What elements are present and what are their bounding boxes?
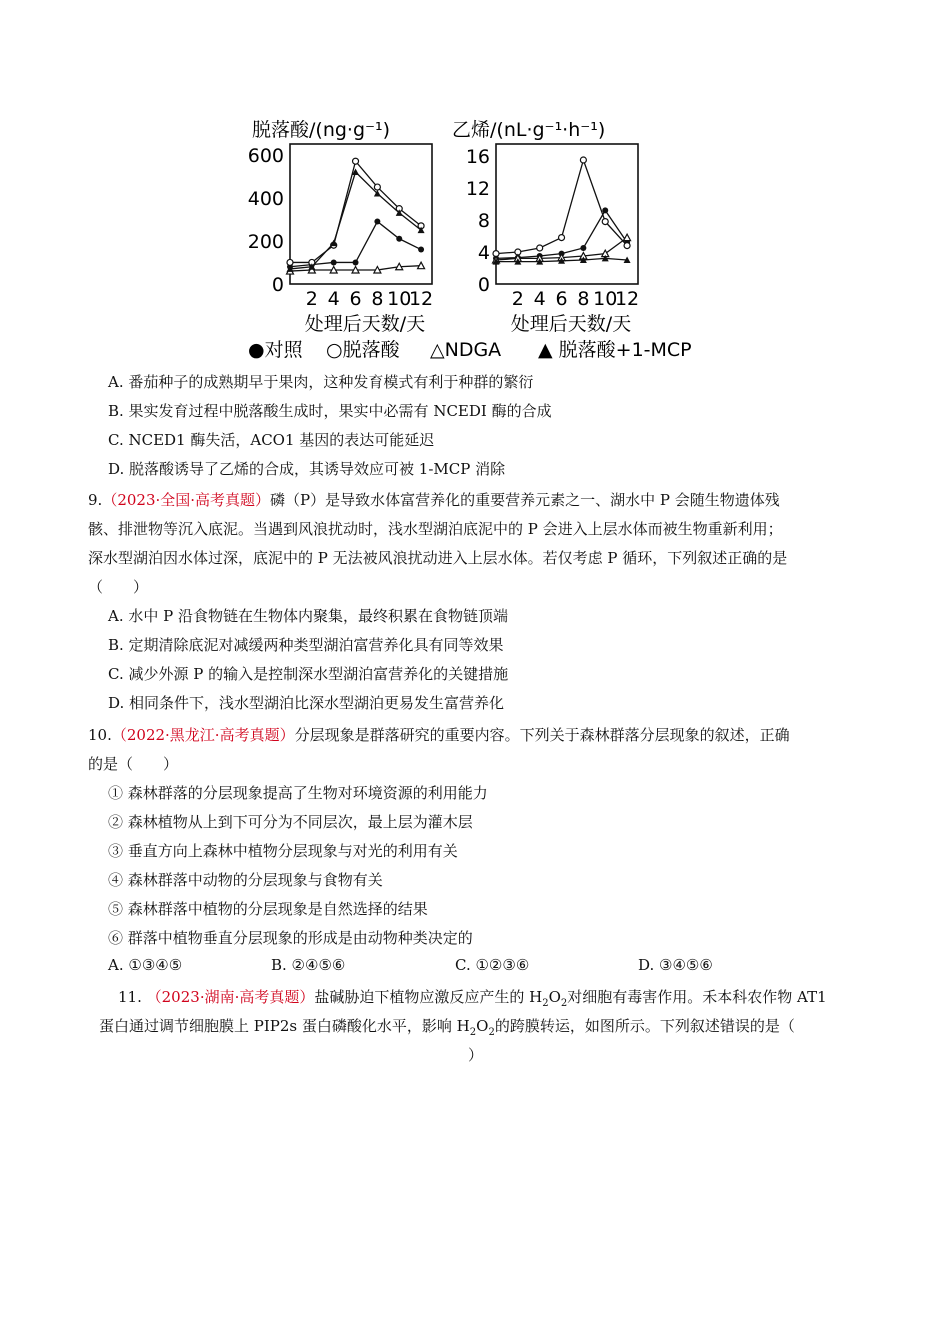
series-line xyxy=(290,172,421,269)
q9-option-d: D. 相同条件下，浅水型湖泊比深水型湖泊更易发生富营养化 xyxy=(108,694,505,712)
data-point-aba xyxy=(353,158,359,164)
x-tick-label: 8 xyxy=(371,288,384,310)
q10-item-3: ③ 垂直方向上森林中植物分层现象与对光的利用有关 xyxy=(108,842,458,860)
data-point-aba xyxy=(374,184,380,190)
q10-option-a: A. ①③④⑤ xyxy=(108,956,183,974)
chart-figure xyxy=(240,112,700,362)
x-tick-label: 2 xyxy=(511,288,524,310)
q8-option-d: D. 脱落酸诱导了乙烯的合成，其诱导效应可被 1-MCP 消除 xyxy=(108,460,506,478)
figure-abscisic-acid-ethylene xyxy=(240,112,700,362)
y-tick-label: 4 xyxy=(477,242,490,264)
x-tick-label: 12 xyxy=(408,288,434,310)
x-tick-label: 10 xyxy=(387,288,412,310)
q9-answer-paren: （ ） xyxy=(88,578,149,596)
legend xyxy=(248,339,692,361)
x-tick-label: 12 xyxy=(614,288,640,310)
q10-stem-line2: 的是（ ） xyxy=(88,755,179,773)
q11-stem-text-f: 的跨膜转运，如图所示。下列叙述错误的是（ xyxy=(494,1017,795,1035)
q10-option-b: B. ②④⑤⑥ xyxy=(271,956,346,974)
q8-option-a: A. 番茄种子的成熟期早于果肉，这种发育模式有利于种群的繁衍 xyxy=(108,373,534,391)
x-tick-label: 4 xyxy=(533,288,546,310)
legend-ndga: △NDGA xyxy=(430,339,502,361)
y-tick-label: 600 xyxy=(247,144,284,167)
q9-number: 9. xyxy=(88,491,103,509)
q10-option-d: D. ③④⑤⑥ xyxy=(638,956,713,974)
q11-stem-text-d: 蛋白通过调节细胞膜上 PIP2s 蛋白磷酸化水平，影响 H xyxy=(99,1017,470,1035)
q9-option-b: B. 定期清除底泥对减缓两种类型湖泊富营养化具有同等效果 xyxy=(108,636,504,654)
q9-stem-line1 xyxy=(88,490,780,510)
series-line xyxy=(290,161,421,262)
q10-option-c: C. ①②③⑥ xyxy=(455,956,530,974)
x-tick-label: 8 xyxy=(577,288,590,310)
data-point-aba xyxy=(287,259,293,265)
y-tick-label: 12 xyxy=(465,178,490,200)
q11-stem-text-e: O xyxy=(476,1017,489,1035)
q10-stem-text: 分层现象是群落研究的重要内容。下列关于森林群落分层现象的叙述，正确 xyxy=(294,726,790,744)
x-axis-label: 处理后天数/天 xyxy=(510,313,632,335)
q11-stem-text-a: 盐碱胁迫下植物应激反应产生的 H xyxy=(314,988,543,1006)
data-point-control xyxy=(602,207,608,213)
y-tick-label: 8 xyxy=(477,210,490,232)
data-point-control xyxy=(418,247,424,253)
x-tick-label: 2 xyxy=(305,288,318,310)
q11-stem-text-b: O xyxy=(548,988,561,1006)
data-point-aba xyxy=(602,219,608,225)
chart-abscisic-acid xyxy=(248,119,433,335)
q11-answer-paren: ） xyxy=(468,1046,484,1064)
data-point-control xyxy=(580,245,586,251)
y-tick-label: 0 xyxy=(477,274,490,296)
q10-number: 10. xyxy=(88,726,112,744)
data-point-control xyxy=(374,219,380,225)
q10-item-2: ② 森林植物从上到下可分为不同层次，最上层为灌木层 xyxy=(108,813,473,831)
q9-stem-text: 磷（P）是导致水体富营养化的重要营养元素之一、湖水中 P 会随生物遗体残 xyxy=(270,491,780,509)
legend-control: ●对照 xyxy=(248,339,303,361)
data-point-control xyxy=(396,236,402,242)
data-point-aba xyxy=(537,245,543,251)
x-tick-label: 6 xyxy=(349,288,362,310)
data-point-aba xyxy=(624,243,630,249)
q11-sub: 2 xyxy=(560,998,568,1009)
q11-number: 11. xyxy=(118,988,142,1006)
x-tick-label: 4 xyxy=(327,288,340,310)
y-tick-label: 400 xyxy=(247,187,284,210)
q10-stem-line1 xyxy=(88,725,790,745)
data-point-control xyxy=(331,259,337,265)
q10-item-1: ① 森林群落的分层现象提高了生物对环境资源的利用能力 xyxy=(108,784,488,802)
data-point-aba xyxy=(559,235,565,241)
q9-stem-line3: 深水型湖泊因水体过深，底泥中的 P 无法被风浪扰动进入上层水体。若仅考虑 P 循环，下列叙述正确的是 xyxy=(88,549,788,567)
x-axis-label: 处理后天数/天 xyxy=(304,313,426,335)
x-tick-label: 6 xyxy=(555,288,568,310)
q11-source: （2023·湖南·高考真题） xyxy=(146,988,315,1006)
y-tick-label: 200 xyxy=(247,230,284,253)
q11-sub: 2 xyxy=(469,1027,477,1038)
q9-option-a: A. 水中 P 沿食物链在生物体内聚集，最终积累在食物链顶端 xyxy=(108,607,509,625)
data-point-control xyxy=(353,259,359,265)
q8-option-b: B. 果实发育过程中脱落酸生成时，果实中必需有 NCEDI 酶的合成 xyxy=(108,402,552,420)
y-tick-label: 16 xyxy=(465,146,490,168)
q11-stem-text-c: 对细胞有毒害作用。禾本科农作物 AT1 xyxy=(567,988,827,1006)
y-axis-label: 乙烯/(nL·g⁻¹·h⁻¹) xyxy=(452,119,606,141)
legend-aba: ○脱落酸 xyxy=(326,339,400,361)
q10-item-6: ⑥ 群落中植物垂直分层现象的形成是由动物种类决定的 xyxy=(108,929,473,947)
data-point-ndga xyxy=(624,234,631,241)
q9-source: （2023·全国·高考真题） xyxy=(102,491,271,509)
q10-source: （2022·黑龙江·高考真题） xyxy=(111,726,295,744)
y-axis-label: 脱落酸/(ng·g⁻¹) xyxy=(252,119,391,141)
q10-item-4: ④ 森林群落中动物的分层现象与食物有关 xyxy=(108,871,383,889)
q9-stem-line2: 骸、排泄物等沉入底泥。当遇到风浪扰动时，浅水型湖泊底泥中的 P 会进入上层水体而被生物重新利用； xyxy=(88,520,783,538)
data-point-aba xyxy=(580,157,586,163)
q8-option-c: C. NCED1 酶失活，ACO1 基因的表达可能延迟 xyxy=(108,431,435,449)
x-tick-label: 10 xyxy=(593,288,618,310)
y-tick-label: 0 xyxy=(271,274,284,296)
q9-option-c: C. 减少外源 P 的输入是控制深水型湖泊富营养化的关键措施 xyxy=(108,665,509,683)
legend-aba-mcp: ▲ 脱落酸+1-MCP xyxy=(538,339,692,361)
q11-sub: 2 xyxy=(488,1027,495,1038)
q11-stem-line2 xyxy=(99,1016,795,1043)
chart-ethylene xyxy=(452,119,639,335)
q11-stem-line1 xyxy=(118,987,827,1014)
q11-sub: 2 xyxy=(542,998,549,1009)
q10-item-5: ⑤ 森林群落中植物的分层现象是自然选择的结果 xyxy=(108,900,428,918)
